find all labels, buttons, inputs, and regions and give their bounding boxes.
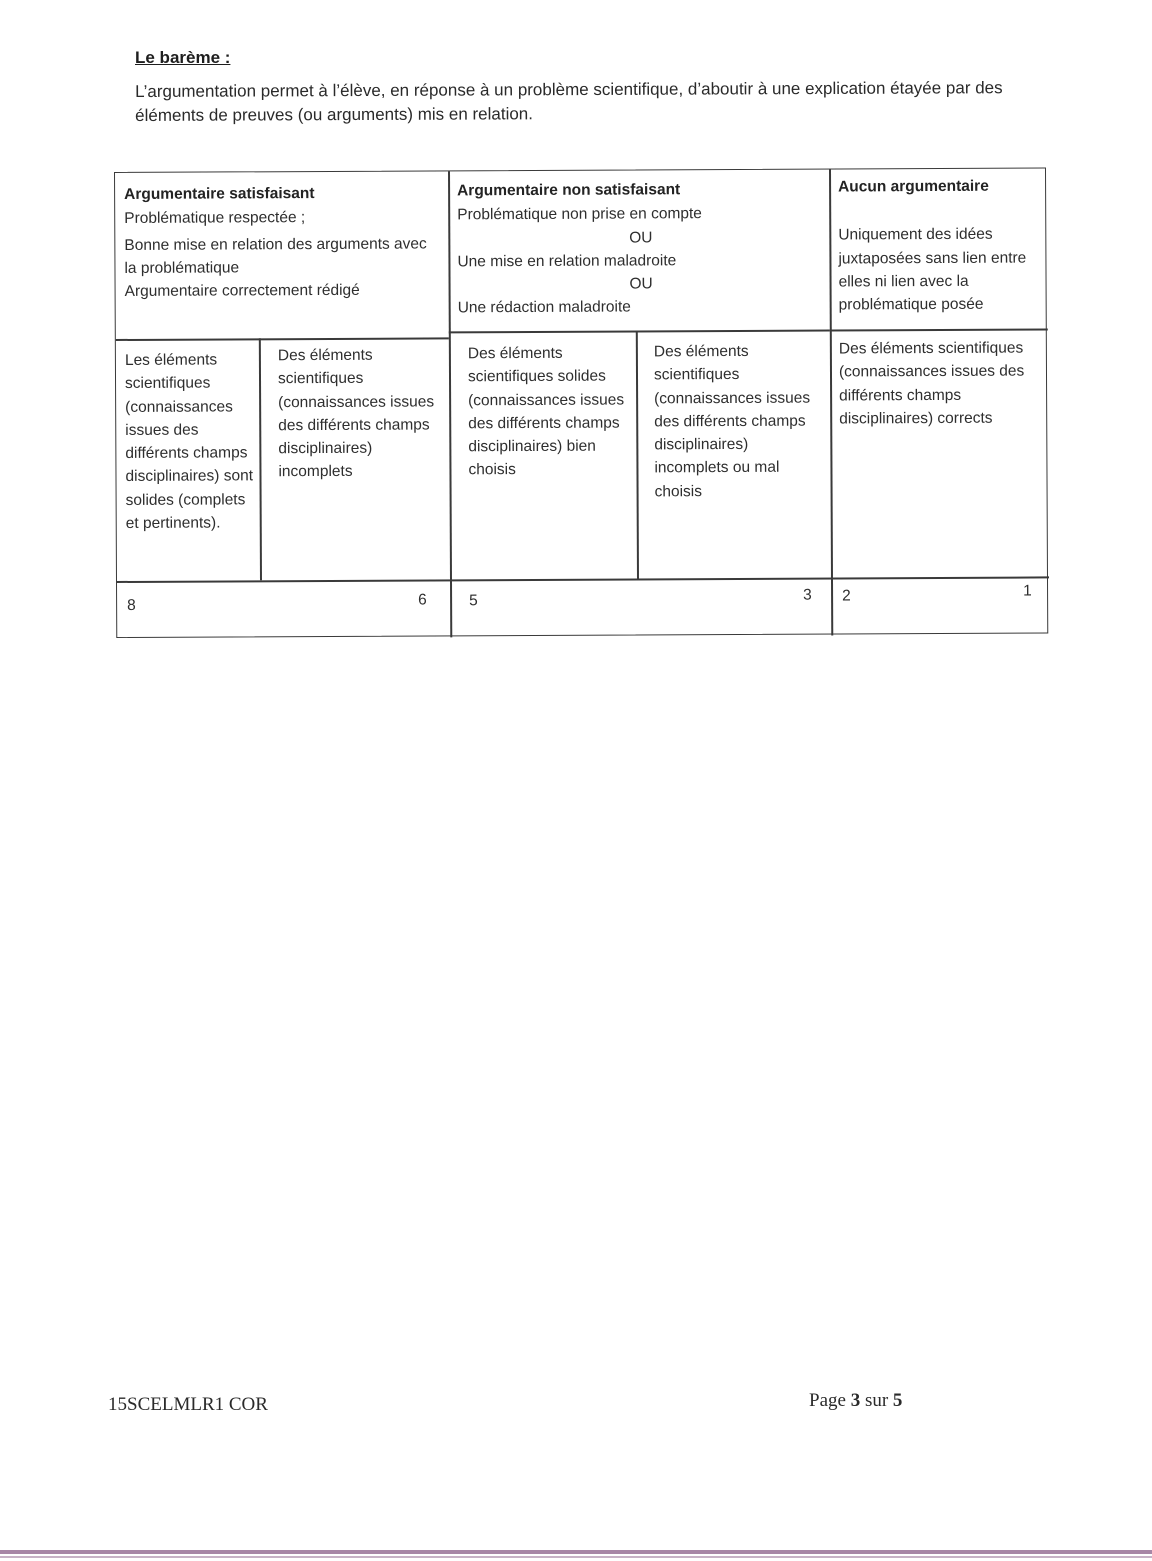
table-rule-col [448,171,452,637]
header-satisfying-line: Problématique respectée ; [124,209,306,228]
header-unsatisfying [457,178,824,321]
intro-paragraph: L’argumentation permet à l’élève, en réponse à un problème scientifique, d’aboutir à une explication étayée par des éléments de preuves (ou arguments) mis en relation. [135,78,1003,125]
page-number [809,1390,902,1412]
header-none [838,174,1039,316]
header-satisfying [124,181,443,303]
or-separator: OU [629,228,653,247]
score-value: 2 [842,587,851,605]
header-unsatisfying-line: Une mise en relation maladroite [457,252,677,271]
criteria-cell: Des éléments scientifiques (connaissances issues des différents champs disciplinaires) corrects [838,339,1025,428]
table-rule-scores [117,576,1049,582]
header-unsatisfying-title: Argumentaire non satisfaisant [457,181,681,200]
score-value: 5 [469,592,478,610]
table-rule-col [829,169,833,635]
score-value: 6 [418,591,427,609]
table-rule-header [116,337,449,340]
page-total: 5 [892,1390,903,1411]
page-current: 3 [850,1390,861,1411]
grading-table [114,167,1048,638]
header-unsatisfying-line: Problématique non prise en compte [457,205,702,224]
table-rule-header [830,328,1048,331]
table-rule-subcol [636,330,639,578]
header-satisfying-title: Argumentaire satisfaisant [124,185,315,203]
criteria-cell: Les éléments scientifiques (connaissances issues des différents champs disciplinaires) sont solides (complets et pertinents). [124,351,254,533]
criteria-cell: Des éléments scientifiques (connaissances issues des différents champs disciplinaires) incomplets ou mal choisis [653,342,811,501]
page-prefix: Page [809,1390,851,1411]
header-none-text: Uniquement des idées juxtaposées sans lien entre elles ni lien avec la problématique posée [838,226,1027,314]
header-unsatisfying-line: Une rédaction maladroite [457,298,631,317]
score-value: 3 [803,586,812,604]
criteria-cell: Des éléments scientifiques (connaissances issues des différents champs disciplinaires) incomplets [277,346,435,481]
score-value: 1 [1023,582,1032,600]
footer-rule [0,1556,1152,1558]
score-value: 8 [127,596,136,614]
page-mid: sur [860,1390,893,1411]
header-satisfying-line: Bonne mise en relation des arguments avec la problématique [124,235,427,277]
or-separator: OU [629,275,653,293]
table-rule-header [449,330,830,333]
header-none-title: Aucun argumentaire [838,177,989,196]
footer-rule [0,1550,1152,1554]
grading-scale-heading: Le barème : [135,48,231,67]
document-code: 15SCELMLR1 COR [108,1394,268,1415]
criteria-cell: Des éléments scientifiques solides (connaissances issues des différents champs disciplinaires) bien choisis [467,344,625,479]
header-satisfying-line: Argumentaire correctement rédigé [124,281,360,301]
table-rule-subcol [259,338,262,580]
